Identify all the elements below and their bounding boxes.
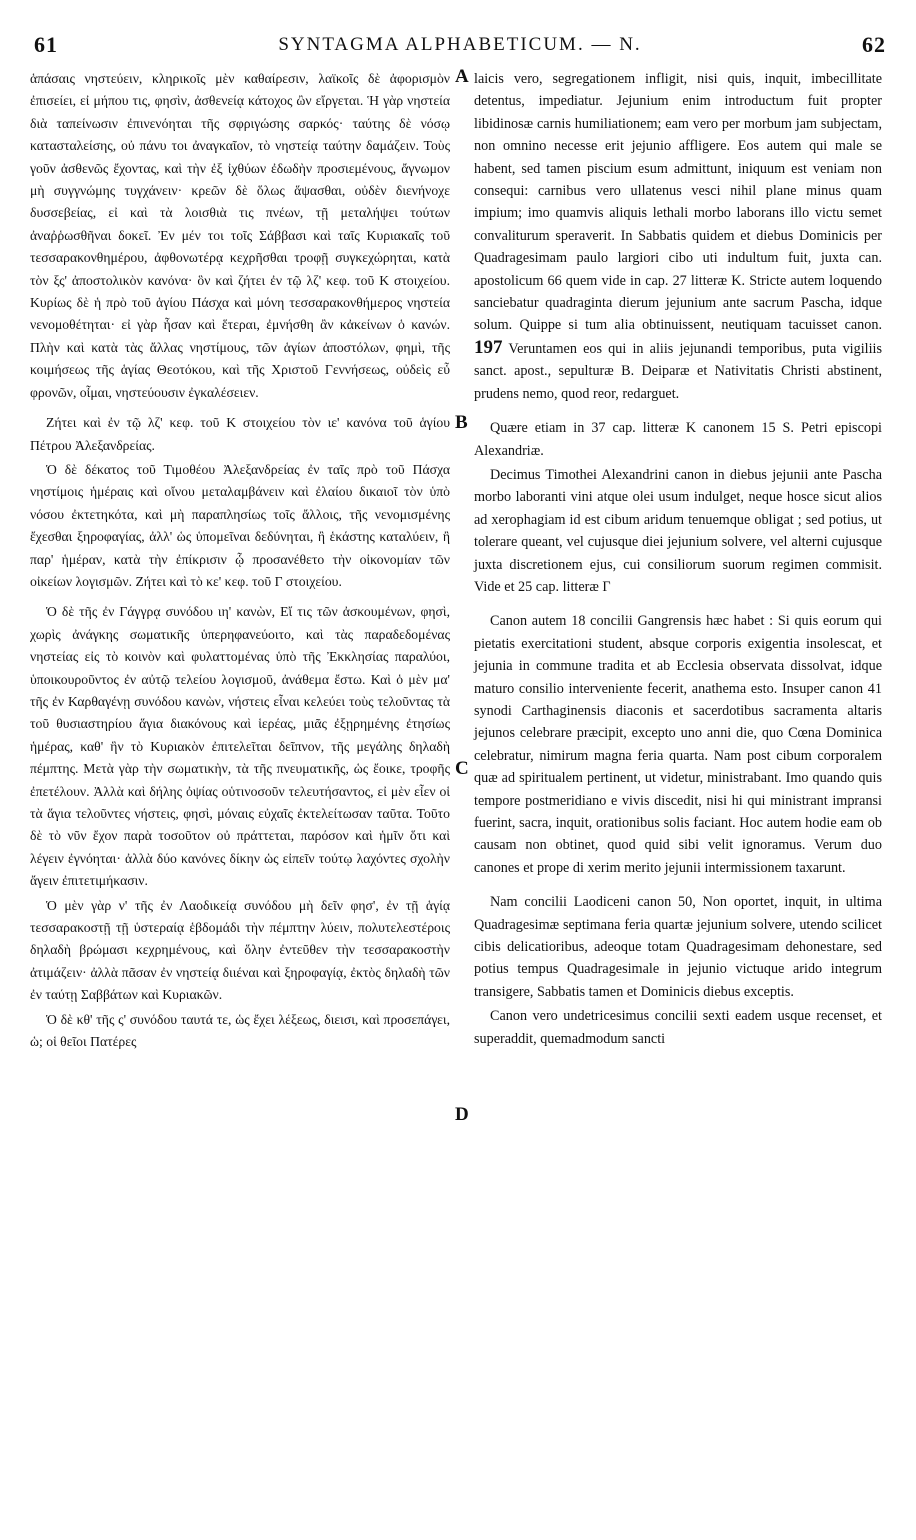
greek-paragraph: Ὁ δὲ δέκατος τοῦ Τιμοθέου Ἀλεξανδρείας ἐν ταῖς πρὸ τοῦ Πάσχα νηστίμοις ἡμέραις καὶ οἴνου μεταλαμβάνειν καὶ ἐλαίου δικαιοῖ τὸν ὑπὸ νόσου ἐκτετηκότα, καὶ μὴ παραπλησίως τοῖς ἄλλοις, τῆς νενομισμένης ἔχεσθαι ξηροφαγίας, ἀλλ' ὡς ὑπομεῖναι δεδύνηται, ἢ ἑκάστης καταλύειν, ἢ παρ' ἡμέραν, κατὰ τὴν ἐπίκρισιν ᾧ προσανέθετο τὴν οἰκονομίαν τῶν οἰκείων λογισμῶν. Ζήτει καὶ τὸ κε' κεφ. τοῦ Γ στοιχείου.: [30, 461, 450, 589]
latin-paragraph: Nam concilii Laodiceni canon 50, Non oportet, inquit, in ultima Quadragesimæ septimana feria quartæ jejunium solvere, utendo scilicet cibis delicatioribus, adeoque totam Quadragesimam dehonestare, sed potius tempus Quadragesimale in jejunio victuque arido integrum transigere, Sabbatis tamen et Dominicis diebus exceptis.: [474, 894, 882, 1000]
page-header: [34, 30, 886, 60]
greek-paragraph: Ὁ δὲ κθ' τῆς ς' συνόδου ταυτά τε, ὡς ἔχει λέξεως, διεισι, καὶ προσεπάγει, ὡ; οἱ θεῖοι Πατέρες: [30, 1011, 450, 1050]
latin-paragraph: Canon vero undetricesimus concilii sexti eadem usque recenset, et superaddit, quemadmodum sancti: [474, 1008, 882, 1047]
latin-paragraph: Canon autem 18 concilii Gangrensis hæc habet : Si quis eorum qui pietatis exercitationi student, absque corporis exigentia insolescat, et jejunia in commune tradita et ab Ecclesia observata dissolvat, idque maturo consilio interveniente fecerit, anathema esto. Insuper canon 41 synodi Carthaginensis diaconis et sacerdotibus sacramenta altaris jejunos celebrare præcipit, excepto uno anni die, quo Cœna Dominica celebratur, nimirum magna feria quarta. Nam post cibum corporalem quæ ad spiritualem pertinent, ut videtur, ministrabant. Imo quando quis tempore postmeridiano e vivis discedit, nisi hi qui ministrant impransi fuerint, sacra, inquit, orationibus solis faciant. Hoc autem hodie eam ob causam non obtinet, quod quid sibi velit ignoramus. Verum duo canones et prope di xerim merito jejunii intermissionem taxarunt.: [474, 613, 882, 876]
left-page-number: 61: [34, 32, 58, 57]
running-title: SYNTAGMA ALPHABETICUM. — N.: [278, 34, 642, 55]
margin-marker-a: A: [455, 66, 469, 87]
latin-text: Veruntamen eos qui in aliis jejunandi temporibus, puta vigiliis sanct. apost., sepulturæ B. Deiparæ et Nativitatis Christi abstinent, prudens nemo, quod reor, redarguet.: [474, 340, 882, 402]
margin-marker-b: B: [455, 412, 468, 433]
latin-paragraph: [474, 68, 882, 405]
greek-column: [30, 68, 450, 1053]
right-page-number: 62: [862, 32, 886, 57]
latin-paragraph: Decimus Timothei Alexandrini canon in diebus jejunii ante Pascha morbo laboranti vini atque olei usum indulget, neque hosce sicut alios ad xerophagiam id est cibum aridum tenuemque obligat ; sed potius, ut tolerare queant, vel cujusque diei jejunium solvere, vel alterni cujusque juxta discretionem ejus, cui consiliorum suorum regimen commisit. Vide et 25 cap. litteræ Γ: [474, 466, 882, 595]
margin-marker-c: C: [455, 758, 469, 779]
greek-paragraph: Ὁ μὲν γὰρ ν' τῆς ἐν Λαοδικείᾳ συνόδου μὴ δεῖν φησ', ἐν τῇ ἁγίᾳ τεσσαρακοστῇ τῇ ὑστεραίᾳ ἑβδομάδι τὴν πέμπτην λύειν, πολυτελεστέροις δηλαδὴ βρώμασι κεχρημένους, καὶ ὅλην ἐντεῦθεν τὴν τεσσαρακοστὴν ἀτιμάζειν· ἀλλὰ πᾶσαν ἐν νηστείᾳ διιέναι καὶ ξηροφαγίᾳ, ἐκτὸς δηλαδὴ τῶν ἐν ταύτῃ Σαββάτων καὶ Κυριακῶν.: [30, 897, 450, 1003]
page-reference: 197: [474, 336, 503, 358]
greek-paragraph: Ὁ δὲ τῆς ἐν Γάγγρᾳ συνόδου ιη' κανὼν, Εἴ τις τῶν ἀσκουμένων, φησὶ, χωρὶς ἀνάγκης σωματικῆς ὑπερηφανεύοιτο, καὶ τὰς παραδεδομένας νηστείας εἰς τὸ κοινὸν καὶ φυλαττομένας ὑπὸ τῆς Ἐκκλησίας παραλύοι, ὑποικουροῦντος ἐν αὐτῷ τελείου λογισμοῦ, ἀνάθεμα ἔστω. Καὶ ὁ μὲν μα' τῆς ἐν Καρθαγένῃ συνόδου κανὼν, νήστεις εἶναι κελεύει τοὺς τελοῦντας τὰ τοῦ θυσιαστηρίου ἅγια διακόνους καὶ ἱερέας, μιᾶς ἐξῃρημένης ἐτησίως ἡμέρας, καθ' ἣν τὸ Κυριακὸν ἐπιτελεῖται δεῖπνον, τῆς μεγάλης δηλαδὴ πέμπτης. Μετὰ γὰρ τὴν σωματικὴν, τὰ τῆς πνευματικῆς, ὡς ἔοικε, τροφῆς ἐπετέλουν. Ἀλλὰ καὶ δήλης ὀψίας οὑτινοσοῦν τελευτήσαντος, εἰ μὲν εἶεν οἱ τὰ ἅγια τελοῦντες νήστεις, φησὶ, μόναις εὐχαῖς ἐκτελείτωσαν ταῦτα. Τοῦτο δὲ τὸ νῦν ἔχον παρὰ τοσοῦτον οὐ πράττεται, παρόσον καὶ ἡμῖν ὅτι καὶ λέγειν ἐγνόηται· ἀλλὰ δύο κανόνες δίκην ὡς εἰπεῖν τούτῳ λαχόντες σχολὴν ἄγειν ἐπιτετιμήκασιν.: [30, 604, 450, 889]
margin-marker-d: D: [455, 1104, 469, 1125]
greek-paragraph: Ζήτει καὶ ἐν τῷ λζ' κεφ. τοῦ Κ στοιχείου τὸν ιε' κανόνα τοῦ ἁγίου Πέτρου Ἀλεξανδρείας.: [30, 415, 450, 453]
latin-column: [474, 68, 882, 1050]
latin-paragraph: Quære etiam in 37 cap. litteræ K canonem 15 S. Petri episcopi Alexandriæ.: [474, 420, 882, 459]
latin-text: laicis vero, segregationem infligit, nisi quis, inquit, imbecillitate detentus, impediatur. Jejunium enim introductum fuit propter libidinosæ carnis humiliationem; eam vero per morbum jam subjectam, non omnino necesse erit jejunio affligere. Eos autem qui male se habent, sed tamen piscium esum admittunt, iniquum est veniam non consequi: carnibus vero ullatenus vesci nihil plane minus quam impium; imo quamvis aliquis lethali morbo laborans illo victu semet convaliturum speraverit. In Sabbatis quidem et diebus Dominicis per Quadragesimam paulo largiori cibo uti indultum fuit, juxta can. apostolicum 66 quem vide in cap. 27 litteræ K. Stricte autem loquendo sanciebatur quadraginta dierum jejunium ante sacrum Pascha, idque solum. Quippe si tum alia obtinuissent, neutiquam tacuisset canon.: [474, 71, 882, 334]
greek-paragraph: ἁπάσαις νηστεύειν, κληρικοῖς μὲν καθαίρεσιν, λαϊκοῖς δὲ ἀφορισμὸν ἐπισείει, εἰ μήπου τις, φησὶν, ἀσθενείᾳ κάτοχος ὢν εἴργεται. Ἡ γὰρ νηστεία διὰ ταπείνωσιν ἐπινενόηται τῆς σφριγώσης σαρκός· ταύτης δὲ νόσῳ κατασταλείσης, οὐ πάνυ τοι ἀναγκαῖον, τὸ νηστείᾳ ταύτην δαμάζειν. Τοὺς γοῦν ἀσθενῶς ἔχοντας, καὶ τὴν ἐξ ἰχθύων ἐδωδὴν προσιεμένους, ἄγνωμον μὴ συγγνώμης τυγχάνειν· κρεῶν δὲ ὅλως ἅψασθαι, οὐδὲν διενήνοχε δυσσεβείας, εἰ καὶ τὰ λοισθιὰ τις πνέων, τῇ μεταλήψει τούτων ἀναῤῥωσθῆναι δοκεῖ. Ἐν μέν τοι τοῖς Σάββασι καὶ ταῖς Κυριακαῖς τοῦ τεσσαρακονθημέρου, ἀφθονωτέρᾳ κεχρῆσθαι τροφῇ συγκεχώρηται, κατὰ τὸν ξς' ἀποστολικὸν κανόνα· ὃν καὶ ζήτει ἐν τῷ λζ' κεφ. τοῦ Κ στοιχείου. Κυρίως δὲ ἡ πρὸ τοῦ ἁγίου Πάσχα καὶ μόνη τεσσαρακονθήμερος νηστεία νενομοθέτηται· εἰ γὰρ ἦσαν καὶ ἕτεραι, ἐμνήσθη ἂν κἀκείνων ὁ κανών. Πλὴν καὶ κατὰ τὰς ἄλλας νηστίμους, τῶν ἁγίων ἀποστόλων, φημὶ, τῆς κοιμήσεως τῆς ἁγίας Θεοτόκου, καὶ τῆς Χριστοῦ Γεννήσεως, οὐδεὶς εὖ φρονῶν, οἶμαι, νηστεύουσιν ἐγκαλέσειεν.: [30, 71, 450, 400]
